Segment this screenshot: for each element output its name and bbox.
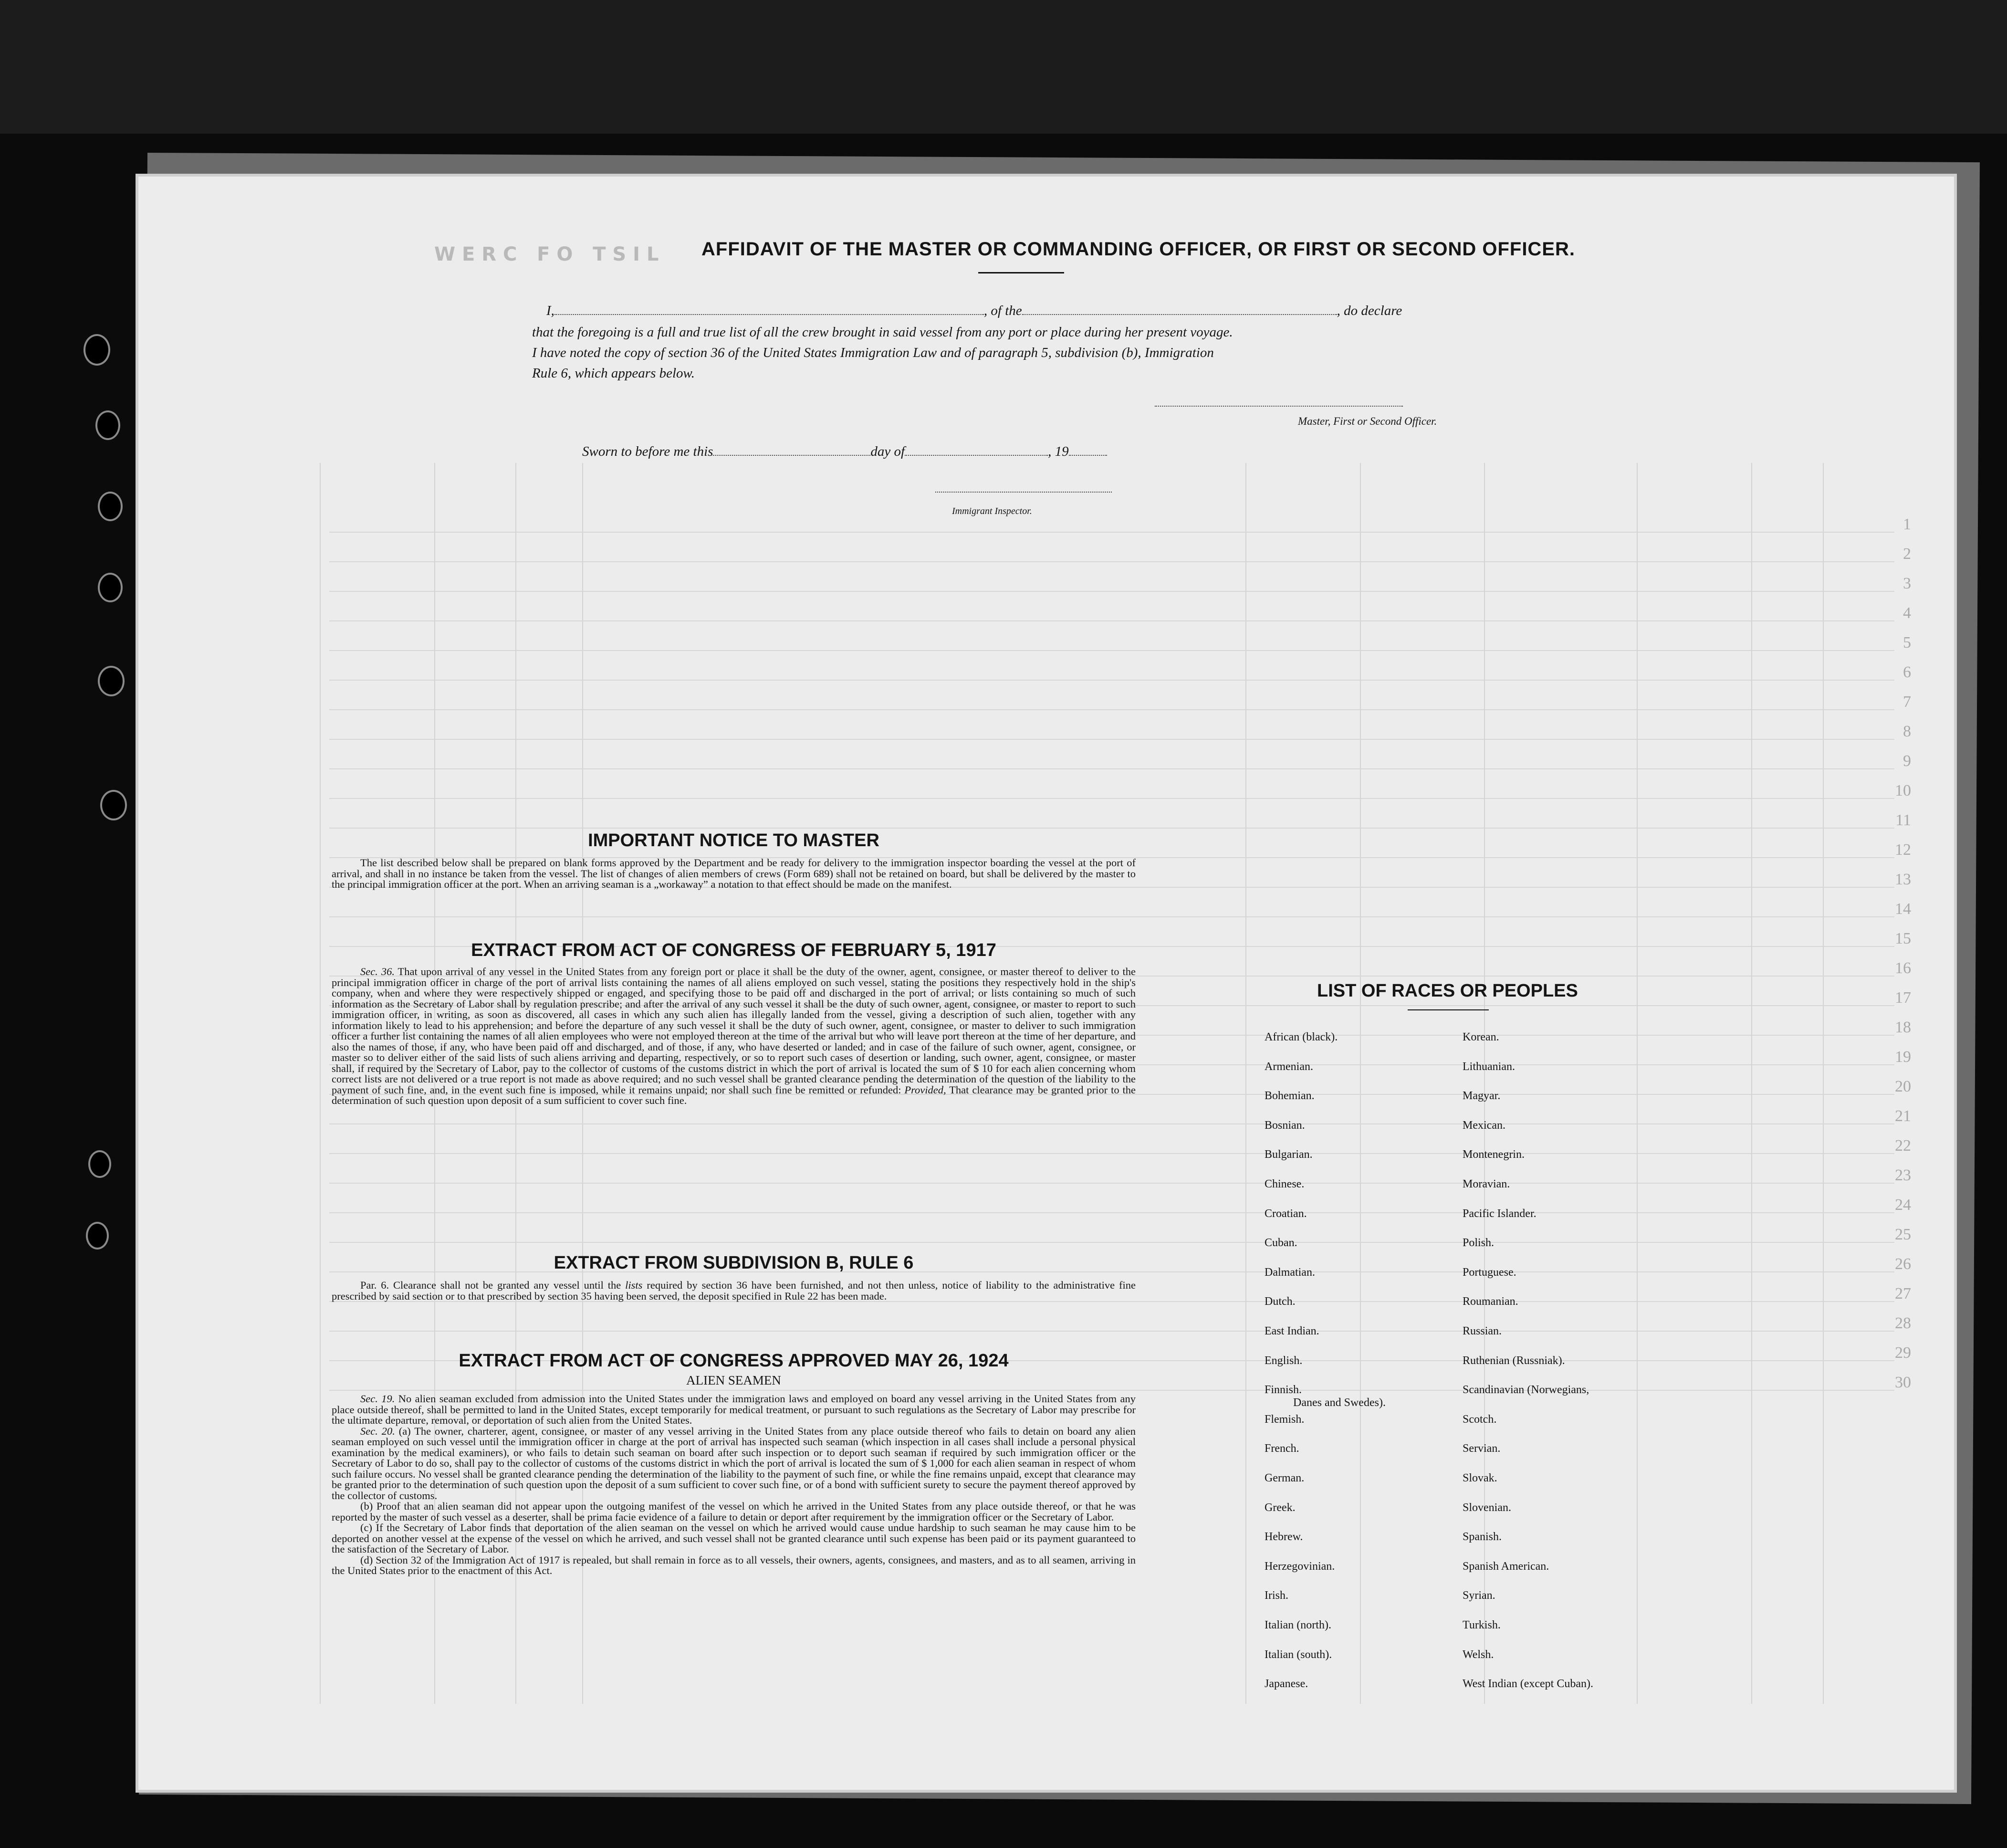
ghost-row-line — [329, 561, 1894, 562]
ghost-row-number: 4 — [1903, 604, 1911, 622]
race-item: Spanish. — [1463, 1531, 1502, 1544]
ghost-row-line — [329, 1153, 1894, 1154]
ghost-row-number: 27 — [1895, 1285, 1911, 1302]
race-item: Dutch. — [1265, 1295, 1296, 1308]
ghost-row-number: 23 — [1895, 1166, 1911, 1184]
inspector-signature-blank — [935, 492, 1112, 493]
ghost-header: W E R C F O T S I L — [434, 243, 659, 265]
races-rule — [1408, 1009, 1489, 1010]
master-signature-blank — [1155, 406, 1403, 407]
binder-hole — [95, 410, 120, 440]
ghost-row-number: 11 — [1895, 811, 1911, 829]
ghost-row-number: 1 — [1903, 515, 1911, 533]
ghost-row-number: 8 — [1903, 723, 1911, 740]
ghost-row-number: 10 — [1895, 782, 1911, 799]
ghost-row-line — [329, 709, 1894, 710]
ghost-row-line — [329, 532, 1894, 533]
ghost-row-line — [329, 591, 1894, 592]
ghost-column-line — [1245, 463, 1246, 1704]
lists-label: lists — [625, 1279, 643, 1291]
race-item: Bulgarian. — [1265, 1148, 1313, 1161]
sec-19-body: No alien seaman excluded from admission into the United States under the immigration laws and employed on board any vessel arriving in the United States from any place outside thereof, shall be permitted to land in the United States, except temporarily for medical treatment, or pursuant to such regulations as the Secretary of Labor may prescribe for the ultimate departure, removal, or deportation of such alien from the United States. — [332, 1393, 1136, 1426]
race-item: English. — [1265, 1354, 1303, 1367]
race-item: Scandinavian (Norwegians, — [1463, 1384, 1589, 1396]
ghost-row-number: 21 — [1895, 1107, 1911, 1125]
binder-hole — [88, 1150, 111, 1178]
ghost-column-line — [1751, 463, 1752, 1704]
notice-heading: IMPORTANT NOTICE TO MASTER — [588, 830, 879, 850]
race-item: Roumanian. — [1463, 1295, 1518, 1308]
race-item: French. — [1265, 1442, 1299, 1455]
ghost-row-number: 15 — [1895, 930, 1911, 947]
ghost-row-number: 2 — [1903, 545, 1911, 563]
rule-6-text-a: Par. 6. Clearance shall not be granted any vessel until the — [360, 1279, 626, 1291]
extract-1917 — [332, 940, 1136, 1106]
ghost-row-line — [329, 739, 1894, 740]
scan-background — [0, 0, 2007, 134]
ghost-row-number: 29 — [1895, 1344, 1911, 1362]
ghost-row-number: 25 — [1895, 1226, 1911, 1243]
sec-36-label: Sec. 36. — [360, 966, 395, 977]
race-item: Croatian. — [1265, 1207, 1307, 1220]
race-item: Syrian. — [1463, 1589, 1495, 1602]
rule-6-text — [332, 1280, 1136, 1302]
race-item: Polish. — [1463, 1237, 1495, 1250]
binder-hole — [98, 666, 125, 696]
extract-1917-text — [332, 966, 1136, 1106]
races-heading: LIST OF RACES OR PEOPLES — [1317, 981, 1578, 1001]
sec-20-body: (a) The owner, charterer, agent, consignee, or master of any vessel arriving in the United States from any place outside thereof who fails to detain on board any alien seaman employed on such vessel until the immigration officer in charge at the port of arrival has inspected such seaman (which inspection in all cases shall include a personal physical examination by the medical examiners), or who fails to detain such seaman on board after such inspection or to deport such seaman if required by such immigration officer or the Secretary of Labor to do so, shall pay to the collector of customs of the customs district in which the port of arrival is located the sum of $ 1,000 for each alien seaman in respect of whom such failure occurs. No vessel shall be granted clearance pending the determination of the liability to the payment of such fine, or while the fine remains unpaid, except that clearance may be granted prior to the determination of such question upon the deposit of a sum sufficient to cover such fine, or of a bond with sufficient surety to secure the payment thereof approved by the collector of customs. — [332, 1425, 1136, 1502]
binder-hole — [98, 573, 123, 602]
ghost-row-line — [329, 828, 1894, 829]
extract-rule-6 — [332, 1253, 1136, 1302]
ghost-row-number: 16 — [1895, 959, 1911, 977]
sec-20-c-text: (c) If the Secretary of Labor finds that deportation of the alien seaman on the vessel on which he arrived would cause undue hardship to such seaman he may cause him to be deported on another vessel at the expense of the vessel on which he arrived, and such vessel shall not be granted clearance until such expense has been paid or its payment guaranteed to the satisfaction of the Secretary of Labor. — [332, 1522, 1136, 1555]
ghost-row-number: 30 — [1895, 1374, 1911, 1391]
race-item: Chinese. — [1265, 1178, 1305, 1190]
notice-text: The list described below shall be prepared on blank forms approved by the Department and be ready for delivery to the immigration inspector boarding the vessel at the port of arrival, and shall in no instance be taken from the vessel. The list of changes of alien members of crews (Form 689) shall not be retained on board, but shall be delivered by the master to the principal immigration officer at the port. When an arriving seaman is a „workaway” a notation to that effect should be made on the manifest. — [332, 857, 1136, 890]
race-item: German. — [1265, 1472, 1305, 1484]
ghost-row-number: 3 — [1903, 575, 1911, 592]
affidavit-line-2: that the foregoing is a full and true list of all the crew brought in said vessel from any port or place during her present voyage. — [532, 325, 1233, 340]
race-item: Irish. — [1265, 1589, 1288, 1602]
important-notice — [332, 830, 1136, 890]
ghost-row-number: 12 — [1895, 841, 1911, 859]
rule-6-text-b: required by section 36 have been furnished, and not then unless, notice of liability to the administrative fine prescribed by said section or to that prescribed by section 35 having been served, the deposit specified in Rule 22 has been made. — [332, 1279, 1136, 1302]
alien-seamen-subheading: ALIEN SEAMEN — [686, 1373, 781, 1387]
affidavit-do-declare: , do declare — [1337, 303, 1402, 318]
race-item: Italian (south). — [1265, 1648, 1332, 1661]
race-item: Moravian. — [1463, 1178, 1510, 1190]
ghost-column-line — [320, 463, 321, 1704]
year-label: , 19 — [1048, 444, 1069, 459]
ghost-row-line — [329, 1331, 1894, 1332]
rule-6-heading: EXTRACT FROM SUBDIVISION B, RULE 6 — [554, 1253, 914, 1273]
provided-label: Provided, — [904, 1083, 946, 1096]
sec-19-text — [332, 1394, 1136, 1426]
sec-20-label: Sec. 20. — [360, 1425, 395, 1437]
race-item: Hebrew. — [1265, 1531, 1303, 1544]
sec-20-text — [332, 1426, 1136, 1502]
race-item: Japanese. — [1265, 1678, 1308, 1690]
ghost-row-number: 24 — [1895, 1196, 1911, 1214]
race-item: Mexican. — [1463, 1119, 1505, 1132]
race-item: Welsh. — [1463, 1648, 1494, 1661]
ghost-row-line — [329, 1212, 1894, 1213]
month-blank — [905, 455, 1048, 456]
ghost-row-number: 5 — [1903, 634, 1911, 651]
ghost-row-number: 18 — [1895, 1018, 1911, 1036]
ghost-row-number: 22 — [1895, 1137, 1911, 1155]
name-blank — [554, 314, 984, 315]
race-item: Portuguese. — [1463, 1266, 1516, 1279]
sworn-line — [582, 444, 1107, 460]
race-item: Spanish American. — [1463, 1560, 1549, 1573]
ghost-column-line — [1823, 463, 1824, 1704]
race-item: African (black). — [1265, 1031, 1338, 1043]
ghost-row-line — [329, 1242, 1894, 1243]
sec-20-d-text: (d) Section 32 of the Immigration Act of 1917 is repealed, but shall remain in force as to all vessels, their owners, agents, consignees, and masters, and as to all seamen, arriving in the United States prior to the enactment of this Act. — [332, 1554, 1136, 1576]
race-item: Dalmatian. — [1265, 1266, 1315, 1279]
ghost-row-number: 17 — [1895, 989, 1911, 1007]
binder-hole — [98, 492, 123, 521]
ghost-row-number: 9 — [1903, 752, 1911, 770]
race-item: Slovenian. — [1463, 1501, 1511, 1514]
ghost-row-line — [329, 650, 1894, 651]
affidavit-line-3: I have noted the copy of section 36 of the United States Immigration Law and of paragraph 5, subdivision (b), Immigration — [532, 345, 1214, 360]
ghost-row-number: 14 — [1895, 900, 1911, 918]
affidavit-rule — [978, 272, 1064, 273]
race-item: Lithuanian. — [1463, 1060, 1515, 1073]
race-item: Servian. — [1463, 1442, 1501, 1455]
ghost-row-line — [329, 620, 1894, 621]
ghost-row-number: 26 — [1895, 1255, 1911, 1273]
race-item: Ruthenian (Russniak). — [1463, 1354, 1565, 1367]
binder-holes — [0, 0, 153, 1848]
race-item: Korean. — [1463, 1031, 1499, 1043]
ghost-row-number: 19 — [1895, 1048, 1911, 1066]
race-item: Montenegrin. — [1463, 1148, 1525, 1161]
year-blank — [1069, 455, 1107, 456]
sec-20-b-text: (b) Proof that an alien seaman did not appear upon the outgoing manifest of the vessel on which he arrived in the United States from any place outside thereof, or that he was reported by the master of such vessel as a deserter, shall be prima facie evidence of a failure to detain or deport after requirement by the immigration officer or the Secretary of Labor. — [332, 1500, 1136, 1523]
race-item: Turkish. — [1463, 1619, 1501, 1631]
binder-hole — [84, 334, 110, 366]
race-item: Scotch. — [1463, 1413, 1497, 1426]
extract-1924 — [332, 1351, 1136, 1576]
race-item: Russian. — [1463, 1325, 1502, 1337]
affidavit-i: I, — [546, 303, 554, 318]
ghost-row-number: 13 — [1895, 871, 1911, 888]
ghost-row-line — [329, 768, 1894, 769]
race-item: Bosnian. — [1265, 1119, 1305, 1132]
ghost-column-line — [1360, 463, 1361, 1704]
inspector-caption: Immigrant Inspector. — [952, 506, 1032, 516]
sworn-label: Sworn to before me this — [582, 444, 713, 459]
ghost-row-line — [329, 1183, 1894, 1184]
race-item: Magyar. — [1463, 1090, 1501, 1102]
ghost-column-line — [1637, 463, 1638, 1704]
affidavit-title: AFFIDAVIT OF THE MASTER OR COMMANDING OFFICER, OR FIRST OR SECOND OFFICER. — [701, 239, 1575, 260]
master-signature-caption: Master, First or Second Officer. — [1298, 415, 1437, 427]
sec-36-text-a: That upon arrival of any vessel in the United States from any foreign port or place it shall be the duty of the owner, agent, consignee, or master thereof to deliver to the principal immigration officer in charge of the port of arrival lists containing the names of all aliens employed on such vessel, stating the positions they respectively hold in the ship's company, when and where they were respectively shipped or engaged, and specifying those to be paid off and discharged in the port of arrival; or lists containing so much of such information as the Secretary of Labor shall by regulation prescribe; and after the arrival of any such vessel it shall be the duty of such owner, agent, consignee, or master to report to such immigration officer, in writing, as soon as discovered, all cases in which any such alien has illegally landed from the vessel, giving a description of such alien, together with any information likely to lead to his apprehension; and before the departure of any such vessel it shall be the duty of such owner, agent, consignee, or master to deliver to such immigration officer a further list containing the names of all alien employees who were not employed thereon at the time of the arrival but who will leave port thereon at the time of her departure, and also the names of those, if any, who have been paid off and discharged, and of those, if any, who have deserted or landed; and in case of the failure of such owner, agent, consignee, or master so to deliver either of the said lists of such aliens arriving and departing, respectively, or so to report such cases of desertion or landing, such owner, agent, consignee, or master shall, if required by the Secretary of Labor, pay to the collector of customs of the customs district in which the port of arrival is located the sum of $ 10 for each alien concerning whom correct lists are not delivered or a true report is not made as above required; and no such vessel shall be granted clearance pending the determination of the question of the liability to the payment of such fine, and, in the event such fine is imposed, while it remains unpaid; nor shall such fine be remitted or refunded: — [332, 966, 1136, 1096]
ghost-column-line — [1484, 463, 1485, 1704]
extract-1924-heading: EXTRACT FROM ACT OF CONGRESS APPROVED MAY 26, 1924 — [459, 1351, 1009, 1371]
race-item: Cuban. — [1265, 1237, 1297, 1250]
race-item: East Indian. — [1265, 1325, 1319, 1337]
sec-19-label: Sec. 19. — [360, 1393, 395, 1405]
affidavit-line-1 — [546, 303, 1402, 319]
document-page — [138, 177, 1954, 1790]
race-item: West Indian (except Cuban). — [1463, 1678, 1593, 1690]
ghost-row-number: 7 — [1903, 693, 1911, 711]
affidavit-of-the: , of the — [983, 303, 1022, 318]
binder-hole — [86, 1222, 109, 1250]
race-item: Slovak. — [1463, 1472, 1497, 1484]
vessel-blank — [1022, 314, 1337, 315]
ghost-row-line — [329, 798, 1894, 799]
race-item: Finnish. — [1265, 1384, 1302, 1396]
race-item: Armenian. — [1265, 1060, 1313, 1073]
ghost-row-line — [329, 680, 1894, 681]
extract-1917-heading: EXTRACT FROM ACT OF CONGRESS OF FEBRUARY 5, 1917 — [471, 940, 996, 960]
race-item: Greek. — [1265, 1501, 1296, 1514]
affidavit-line-4: Rule 6, which appears below. — [532, 366, 695, 381]
ghost-row-line — [329, 916, 1894, 917]
day-blank — [713, 455, 870, 456]
race-item: Pacific Islander. — [1463, 1207, 1537, 1220]
ghost-row-number: 28 — [1895, 1314, 1911, 1332]
race-item: Herzegovinian. — [1265, 1560, 1335, 1573]
sec-36-text-b: That clearance may be granted prior to the determination of such question upon deposit of a sum sufficient to cover such fine. — [332, 1083, 1136, 1106]
binder-hole — [100, 790, 127, 820]
ghost-row-number: 20 — [1895, 1078, 1911, 1095]
day-of-label: day of — [870, 444, 905, 459]
race-item: Italian (north). — [1265, 1619, 1331, 1631]
race-item: Flemish. — [1265, 1413, 1305, 1426]
race-item: Danes and Swedes). — [1293, 1396, 1386, 1409]
race-item: Bohemian. — [1265, 1090, 1315, 1102]
ghost-row-number: 6 — [1903, 663, 1911, 681]
